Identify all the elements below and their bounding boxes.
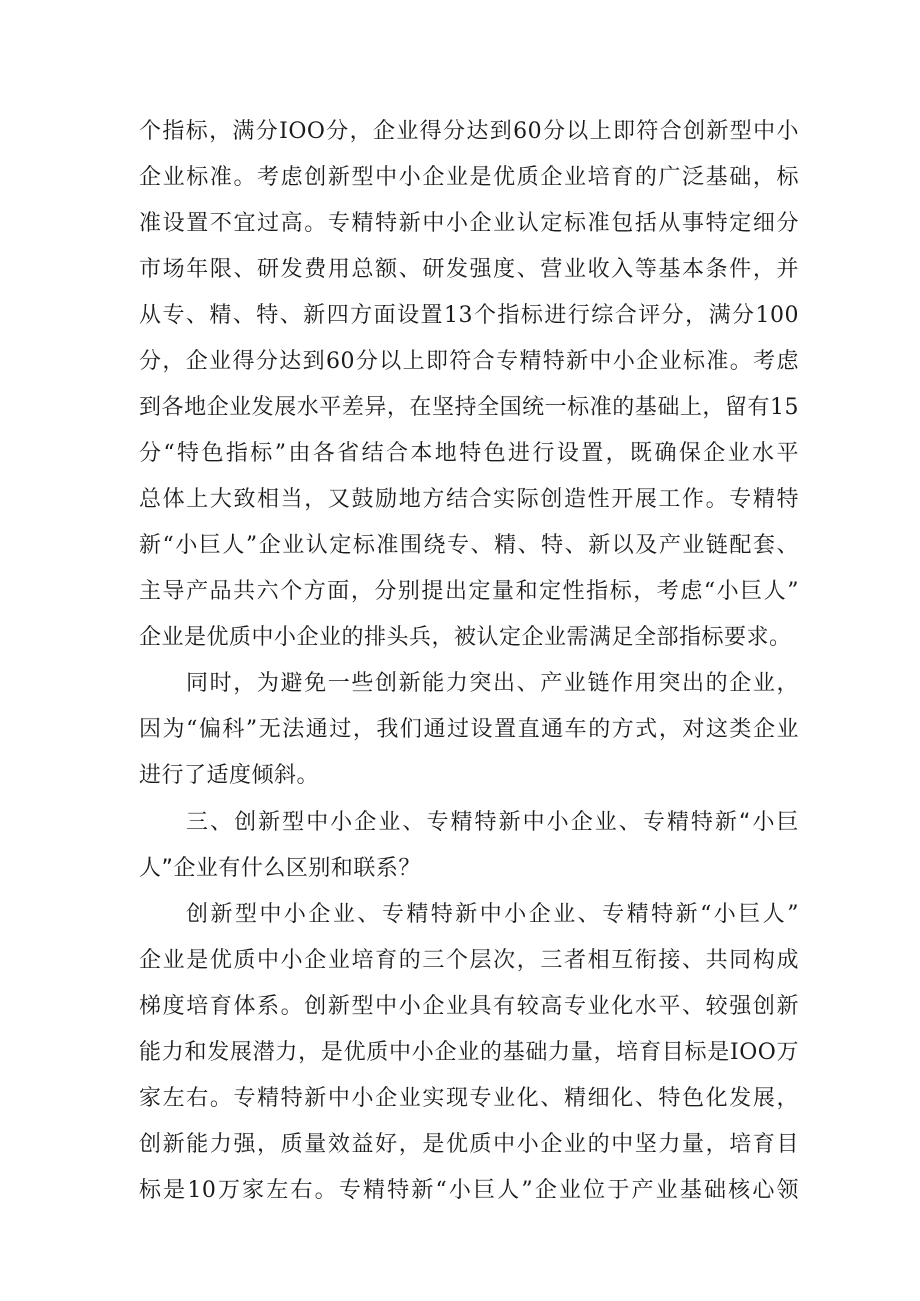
- text-line: 家左右。专精特新中小企业实现专业化、精细化、特色化发展，: [139, 1086, 799, 1111]
- text-line: 新“小巨人”企业认定标准围绕专、精、特、新以及产业链配套、: [139, 533, 799, 558]
- text-line: 从专、精、特、新四方面设置13个指标进行综合评分，满分100: [139, 303, 799, 328]
- text-line: 创新型中小企业、专精特新中小企业、专精特新“小巨人”: [186, 902, 799, 927]
- text-line: 因为“偏科”无法通过，我们通过设置直通车的方式，对这类企业: [139, 717, 799, 742]
- text-line: 创新能力强，质量效益好，是优质中小企业的中坚力量，培育目: [139, 1132, 799, 1157]
- text-line: 主导产品共六个方面，分别提出定量和定性指标，考虑“小巨人”: [139, 579, 799, 604]
- text-line: 市场年限、研发费用总额、研发强度、营业收入等基本条件，并: [139, 257, 799, 282]
- heading-line: 三、创新型中小企业、专精特新中小企业、专精特新“小巨: [186, 810, 799, 835]
- text-line: 到各地企业发展水平差异，在坚持全国统一标准的基础上，留有15: [139, 395, 799, 420]
- text-line: 企业是优质中小企业培育的三个层次，三者相互衔接、共同构成: [139, 948, 799, 973]
- text-line: 同时，为避免一些创新能力突出、产业链作用突出的企业，: [186, 671, 799, 696]
- text-line: 分，企业得分达到60分以上即符合专精特新中小企业标准。考虑: [139, 349, 799, 374]
- text-line: 准设置不宜过高。专精特新中小企业认定标准包括从事特定细分: [139, 211, 799, 236]
- text-line: 总体上大致相当，又鼓励地方结合实际创造性开展工作。专精特: [139, 487, 799, 512]
- text-line: 进行了适度倾斜。: [139, 763, 320, 788]
- text-line: 标是10万家左右。专精特新“小巨人”企业位于产业基础核心领: [139, 1178, 799, 1203]
- text-line: 分“特色指标”由各省结合本地特色进行设置，既确保企业水平: [139, 441, 799, 466]
- heading-line: 人”企业有什么区别和联系？: [139, 856, 421, 881]
- text-line: 能力和发展潜力，是优质中小企业的基础力量，培育目标是IOO万: [139, 1040, 799, 1065]
- text-line: 企业是优质中小企业的排头兵，被认定企业需满足全部指标要求。: [139, 625, 792, 650]
- text-line: 梯度培育体系。创新型中小企业具有较高专业化水平、较强创新: [139, 994, 799, 1019]
- text-line: 个指标，满分IOO分，企业得分达到60分以上即符合创新型中小: [139, 119, 799, 144]
- text-line: 企业标准。考虑创新型中小企业是优质企业培育的广泛基础，标: [139, 165, 799, 190]
